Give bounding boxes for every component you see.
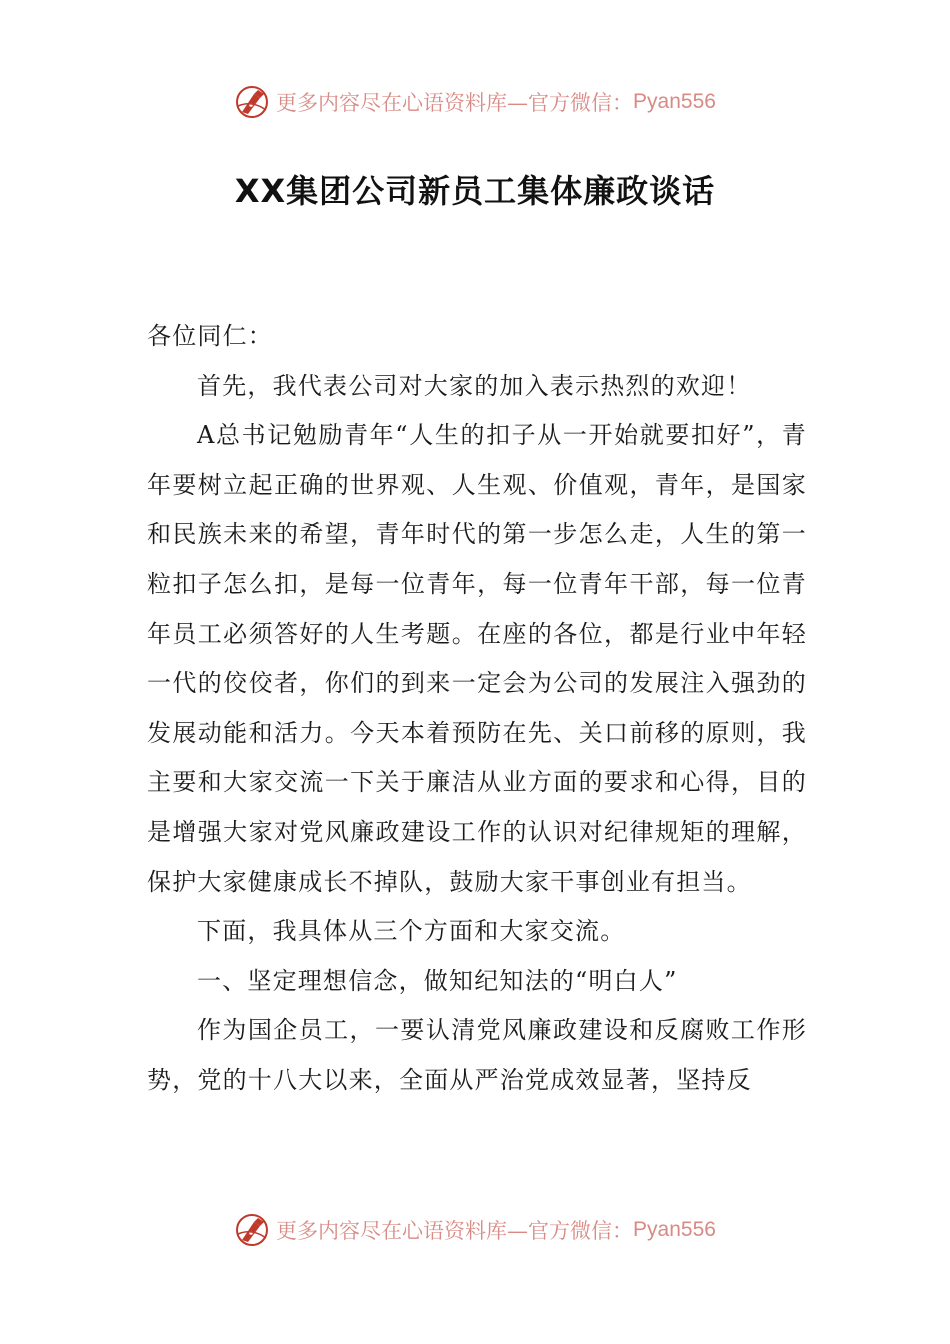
- paragraph-section-1: 作为国企员工，一要认清党风廉政建设和反腐败工作形势，党的十八大以来，全面从严治党成效显著，坚持反: [147, 1016, 807, 1094]
- paragraph-intro: 下面，我具体从三个方面和大家交流。: [197, 917, 626, 946]
- salutation: 各位同仁：: [147, 322, 273, 350]
- document-title: XX集团公司新员工集体廉政谈话: [234, 172, 716, 210]
- section-heading-1: 一、坚定理想信念，做知纪知法的“明白人”: [197, 966, 678, 995]
- banner-text: 更多内容尽在心语资料库—官方微信：: [276, 1219, 634, 1243]
- header-banner: [0, 82, 950, 122]
- pen-nib-logo-icon: [234, 1212, 270, 1248]
- paragraph-main: A总书记勉励青年“人生的扣子从一开始就要扣好”，青年要树立起正确的世界观、人生观、价值观，青年，是国家和民族未来的希望，青年时代的第一步怎么走，人生的第一粒扣子怎么扣，是每一位青年，每一位青年干部，每一位青年员工必须答好的人生考题。在座的各位，都是行业中年轻一代的佼佼者，你们的到来一定会为公司的发展注入强劲的发展动能和活力。今天本着预防在先、关口前移的原则，我主要和大家交流一下关于廉洁从业方面的要求和心得，目的是增强大家对党风廉政建设工作的认识对纪律规矩的理解，保护大家健康成长不掉队，鼓励大家干事创业有担当。: [147, 421, 807, 896]
- banner-wechat-id: Pyan556: [633, 90, 716, 113]
- banner-text: 更多内容尽在心语资料库—官方微信：: [276, 91, 634, 115]
- document-body: [147, 312, 807, 1106]
- banner-wechat-id: Pyan556: [633, 1218, 716, 1241]
- paragraph-welcome: 首先，我代表公司对大家的加入表示热烈的欢迎！: [197, 371, 752, 400]
- footer-banner: [0, 1210, 950, 1250]
- pen-nib-logo-icon: [234, 84, 270, 120]
